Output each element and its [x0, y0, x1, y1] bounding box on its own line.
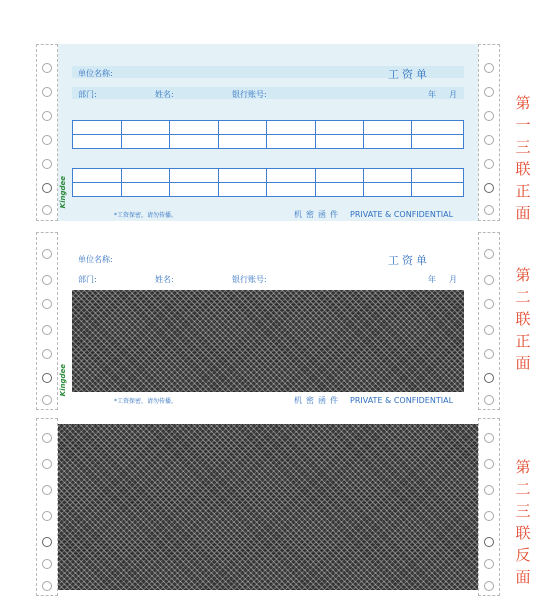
sprocket-hole — [484, 205, 494, 215]
sprocket-hole — [484, 537, 494, 547]
pay-table-lower — [72, 168, 464, 197]
table-column — [121, 121, 122, 148]
sprocket-hole — [42, 581, 52, 591]
sprocket-hole — [484, 135, 494, 145]
right-tractor-strip — [478, 232, 500, 410]
sprocket-hole — [42, 459, 52, 469]
security-pattern — [72, 290, 464, 392]
confidentiality-note: *工资保密，请勿传播。 — [114, 212, 178, 219]
pay-table-upper — [72, 120, 464, 149]
table-column — [315, 169, 316, 196]
sprocket-hole — [484, 559, 494, 569]
sprocket-hole — [484, 183, 494, 193]
confidential-cn: 机密函件 — [294, 396, 342, 405]
sprocket-hole — [42, 433, 52, 443]
sprocket-hole — [484, 325, 494, 335]
left-tractor-strip — [36, 44, 58, 221]
bank-account-label: 银行账号: — [232, 90, 267, 99]
sprocket-hole — [42, 249, 52, 259]
table-column — [218, 121, 219, 148]
side-label-char: 正 — [515, 332, 531, 350]
sprocket-hole — [484, 87, 494, 97]
sprocket-hole — [484, 511, 494, 521]
sheet-copy-2-front — [36, 232, 500, 410]
table-column — [315, 121, 316, 148]
sprocket-hole — [484, 485, 494, 495]
left-tractor-strip — [36, 232, 58, 410]
right-tractor-strip — [478, 44, 500, 221]
side-label-char: 三 — [515, 502, 531, 520]
year-label: 年 — [428, 90, 436, 99]
sprocket-hole — [42, 135, 52, 145]
side-label-char: 联 — [515, 160, 531, 178]
sprocket-hole — [42, 559, 52, 569]
month-label: 月 — [449, 275, 457, 284]
table-column — [266, 121, 267, 148]
confidential-en: PRIVATE & CONFIDENTIAL — [350, 396, 454, 405]
sprocket-hole — [42, 537, 52, 547]
sprocket-hole — [42, 349, 52, 359]
department-label: 部门: — [78, 90, 97, 99]
side-label-char: 一 — [515, 116, 531, 134]
side-label-char: 正 — [515, 182, 531, 200]
confidential-cn: 机密函件 — [294, 210, 342, 219]
left-tractor-strip — [36, 418, 58, 596]
department-label: 部门: — [78, 275, 97, 284]
sprocket-hole — [484, 249, 494, 259]
sprocket-hole — [42, 373, 52, 383]
sprocket-hole — [42, 395, 52, 405]
form-title: 工资单 — [388, 68, 430, 81]
side-label-copy-1 — [511, 92, 535, 224]
sprocket-hole — [484, 111, 494, 121]
sprocket-hole — [42, 183, 52, 193]
info-band — [72, 87, 464, 99]
form-body — [58, 232, 478, 410]
sheet-copy-1-front — [36, 44, 500, 221]
confidential-en: PRIVATE & CONFIDENTIAL — [350, 210, 454, 219]
sprocket-hole — [42, 159, 52, 169]
table-column — [121, 169, 122, 196]
sprocket-hole — [484, 299, 494, 309]
side-label-copy-3 — [511, 456, 535, 588]
form-body — [58, 44, 478, 221]
table-column — [411, 121, 412, 148]
table-divider — [73, 182, 463, 183]
form-body — [58, 418, 478, 596]
table-column — [169, 169, 170, 196]
side-label-char: 第 — [515, 94, 531, 112]
sprocket-hole — [484, 349, 494, 359]
side-label-char: 面 — [515, 568, 531, 586]
sprocket-hole — [42, 111, 52, 121]
right-tractor-strip — [478, 418, 500, 596]
table-column — [363, 121, 364, 148]
table-column — [266, 169, 267, 196]
sheet-copy-3-back — [36, 418, 500, 596]
confidentiality-note: *工资保密，请勿传播。 — [114, 398, 178, 405]
table-column — [169, 121, 170, 148]
year-label: 年 — [428, 275, 436, 284]
side-label-char: 三 — [515, 138, 531, 156]
brand-logo: Kingdee — [59, 176, 67, 209]
unit-name-label: 单位名称: — [78, 255, 113, 264]
side-label-char: 联 — [515, 310, 531, 328]
sprocket-hole — [42, 485, 52, 495]
side-label-char: 面 — [515, 354, 531, 372]
sprocket-hole — [42, 275, 52, 285]
side-label-char: 反 — [515, 546, 531, 564]
sprocket-hole — [42, 63, 52, 73]
table-column — [363, 169, 364, 196]
confidential-mark — [294, 209, 453, 220]
sprocket-hole — [484, 373, 494, 383]
bank-account-label: 银行账号: — [232, 275, 267, 284]
brand-logo: Kingdee — [59, 364, 67, 397]
sprocket-hole — [484, 581, 494, 591]
table-column — [411, 169, 412, 196]
table-column — [218, 169, 219, 196]
unit-name-label: 单位名称: — [78, 69, 113, 78]
month-label: 月 — [449, 90, 457, 99]
sprocket-hole — [484, 275, 494, 285]
sprocket-hole — [42, 87, 52, 97]
sprocket-hole — [42, 205, 52, 215]
side-label-char: 第 — [515, 266, 531, 284]
sprocket-hole — [484, 433, 494, 443]
security-pattern — [58, 424, 478, 590]
sprocket-hole — [484, 395, 494, 405]
sprocket-hole — [42, 511, 52, 521]
form-title: 工资单 — [388, 254, 430, 267]
confidential-mark — [294, 395, 453, 406]
name-label: 姓名: — [155, 90, 174, 99]
side-label-copy-2 — [511, 264, 535, 374]
sprocket-hole — [42, 299, 52, 309]
sprocket-hole — [484, 159, 494, 169]
side-label-char: 面 — [515, 204, 531, 222]
sprocket-hole — [484, 459, 494, 469]
sprocket-hole — [42, 325, 52, 335]
side-label-char: 二 — [515, 480, 531, 498]
side-label-char: 联 — [515, 524, 531, 542]
side-label-char: 二 — [515, 288, 531, 306]
table-divider — [73, 134, 463, 135]
side-label-char: 第 — [515, 458, 531, 476]
sprocket-hole — [484, 63, 494, 73]
name-label: 姓名: — [155, 275, 174, 284]
